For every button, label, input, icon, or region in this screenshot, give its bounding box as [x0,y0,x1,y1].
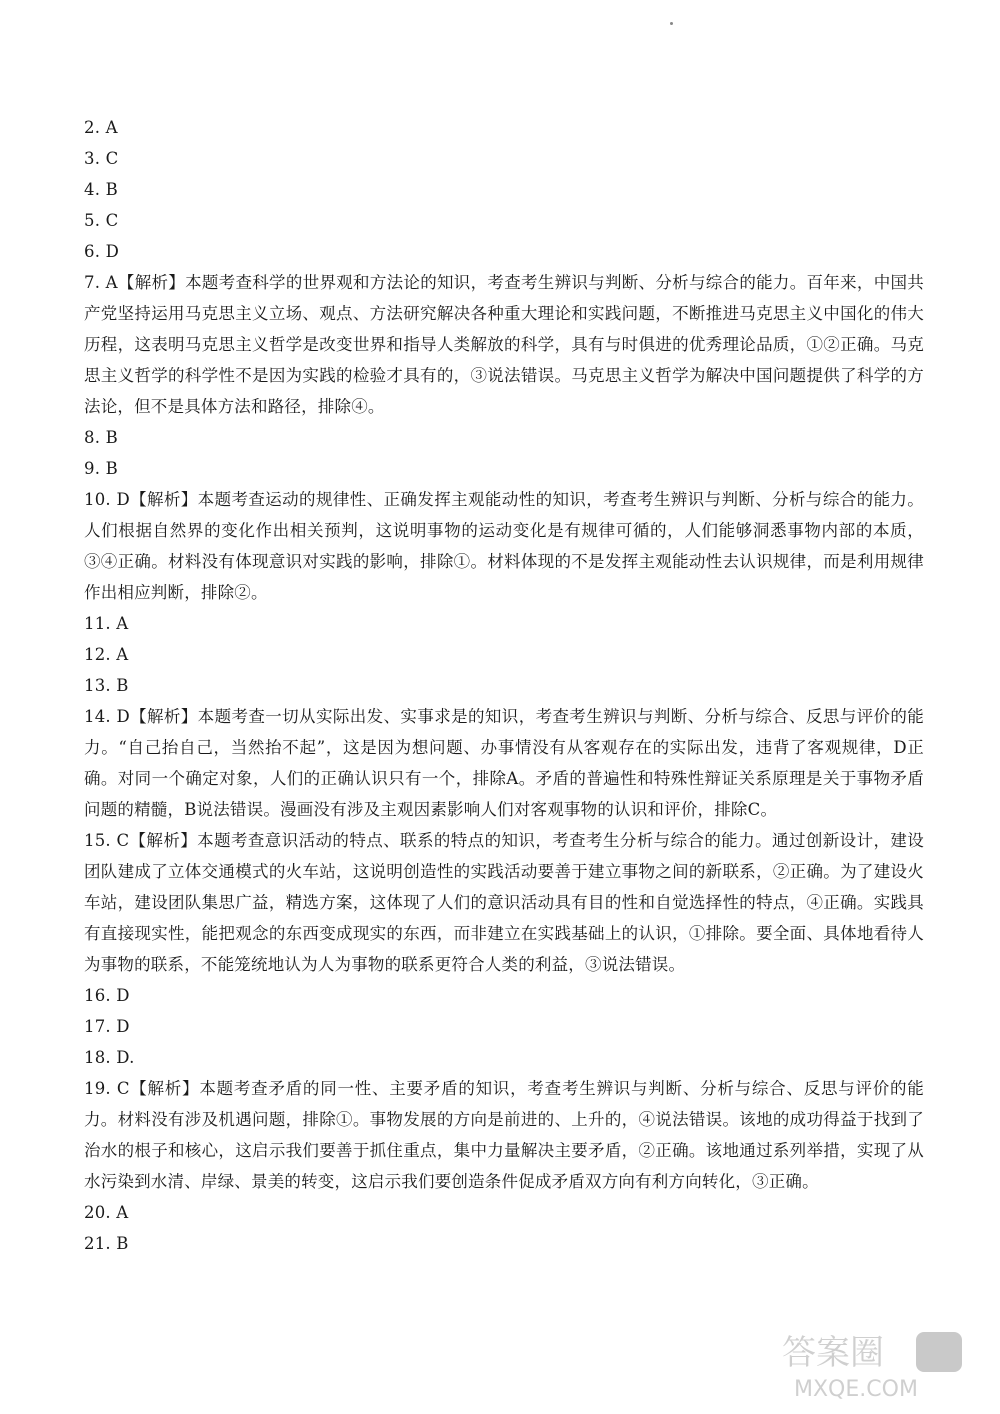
watermark-site-text: MXQE.COM [794,1377,918,1402]
answer-item-18: 18. D. [84,1048,135,1067]
answer-item-8: 8. B [84,428,118,447]
watermark-logo-text: 答案圈 [782,1333,884,1373]
scan-mark [670,22,673,25]
answer-item-3: 3. C [84,149,119,168]
answer-item-12: 12. A [84,645,129,664]
answer-item-11: 11. A [84,614,129,633]
watermark-graphic [774,1328,974,1402]
answer-list [84,112,924,1259]
answer-item-17: 17. D [84,1017,130,1036]
answer-item-15-explanation: 15. C【解析】本题考查意识活动的特点、联系的特点的知识，考查考生分析与综合的能力。通过创新设计，建设团队建成了立体交通模式的火车站，这说明创造性的实践活动要善于建立事物之间的新联系，②正确。为了建设火车站，建设团队集思广益，精选方案，这体现了人们的意识活动具有目的性和自觉选择性的特点，④正确。实践具有直接现实性，能把观念的东西变成现实的东西，而非建立在实践基础上的认识，①排除。要全面、具体地看待人为事物的联系，不能笼统地认为人为事物的联系更符合人类的利益，③说法错误。 [84,831,924,974]
answer-item-6: 6. D [84,242,120,261]
answer-item-7-explanation: 7. A【解析】本题考查科学的世界观和方法论的知识，考查考生辨识与判断、分析与综合的能力。百年来，中国共产党坚持运用马克思主义立场、观点、方法研究解决各种重大理论和实践问题，不断推进马克思主义中国化的伟大历程，这表明马克思主义哲学是改变世界和指导人类解放的科学，具有与时俱进的优秀理论品质，①②正确。马克思主义哲学的科学性不是因为实践的检验才具有的，③说法错误。马克思主义哲学为解决中国问题提供了科学的方法论，但不是具体方法和路径，排除④。 [84,273,924,416]
answer-item-9: 9. B [84,459,118,478]
watermark-badge [916,1332,962,1372]
answer-item-5: 5. C [84,211,119,230]
answer-item-14-explanation: 14. D【解析】本题考查一切从实际出发、实事求是的知识，考查考生辨识与判断、分析与综合、反思与评价的能力。“自己抬自己，当然抬不起”，这是因为想问题、办事情没有从客观存在的实际出发，违背了客观规律，D正确。对同一个确定对象，人们的正确认识只有一个，排除A。矛盾的普遍性和特殊性辩证关系原理是关于事物矛盾问题的精髓，B说法错误。漫画没有涉及主观因素影响人们对客观事物的认识和评价，排除C。 [84,707,924,819]
answer-item-4: 4. B [84,180,118,199]
answer-item-13: 13. B [84,676,129,695]
answer-item-16: 16. D [84,986,130,1005]
answer-item-21: 21. B [84,1234,129,1253]
answer-item-19-explanation: 19. C【解析】本题考查矛盾的同一性、主要矛盾的知识，考查考生辨识与判断、分析与综合、反思与评价的能力。材料没有涉及机遇问题，排除①。事物发展的方向是前进的、上升的，④说法错误。该地的成功得益于找到了治水的根子和核心，这启示我们要善于抓住重点，集中力量解决主要矛盾，②正确。该地通过系列举措，实现了从水污染到水清、岸绿、景美的转变，这启示我们要创造条件促成矛盾双方向有利方向转化，③正确。 [84,1079,924,1191]
answer-item-2: 2. A [84,118,118,137]
answer-item-10-explanation: 10. D【解析】本题考查运动的规律性、正确发挥主观能动性的知识，考查考生辨识与判断、分析与综合的能力。人们根据自然界的变化作出相关预判，这说明事物的运动变化是有规律可循的，人们能够洞悉事物内部的本质，③④正确。材料没有体现意识对实践的影响，排除①。材料体现的不是发挥主观能动性去认识规律，而是利用规律作出相应判断，排除②。 [84,490,924,602]
watermark-logo [774,1328,974,1402]
answer-item-20: 20. A [84,1203,129,1222]
